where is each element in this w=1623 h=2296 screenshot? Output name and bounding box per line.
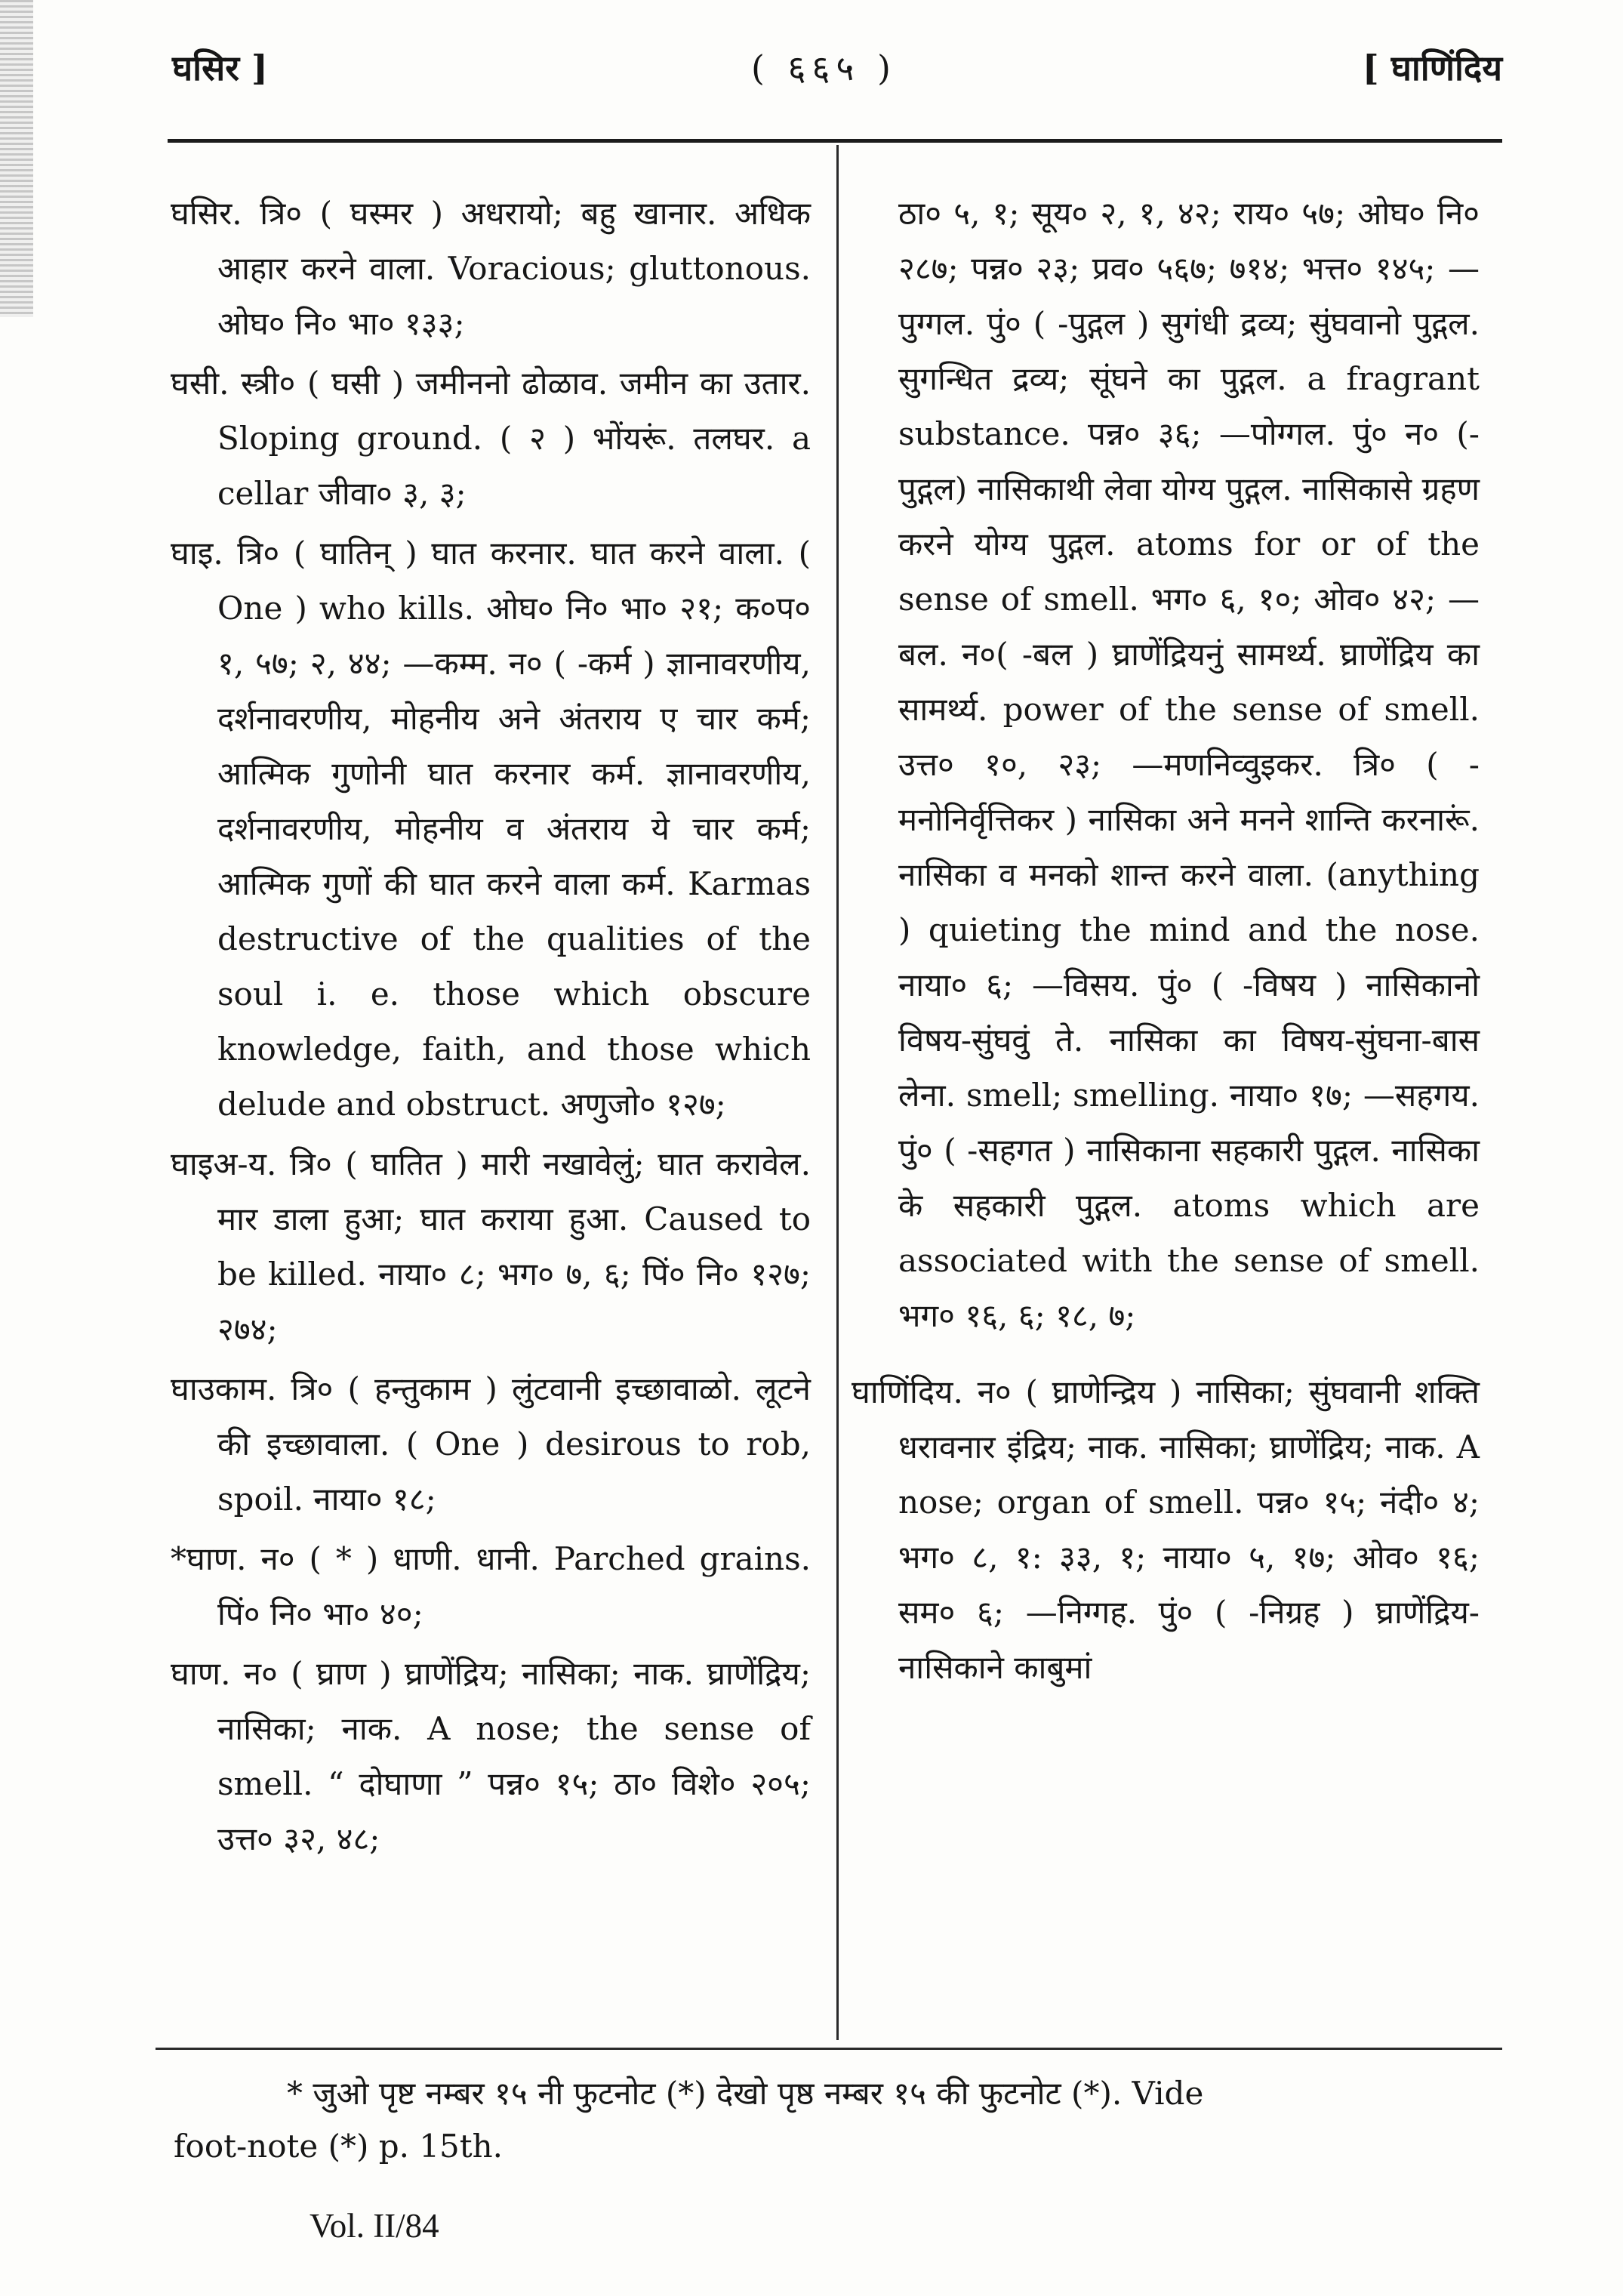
footnote-line-2: foot-note (*) p. 15th. [174, 2128, 504, 2165]
right-column [852, 186, 1480, 1695]
header-rule [168, 139, 1502, 143]
entry-ghanindiya: घाणिंदिय. न० ( घ्राणेन्द्रिय ) नासिका; सुंघवानी शक्ति धरावनार इंद्रिय; नाक. नासिका; घ्राणेंद्रिय; नाक. A nose; organ of smell. पन्न० १५; नंदी० ४; भग० ८, १: ३३, १; नाया० ५, १७; ओव० १६; सम० ६; —निग्गह. पुं० ( -निग्रह ) घ्राणेंद्रिय-नासिकाने काबुमां [852, 1373, 1480, 1686]
header-right-guide-word: [ घाणिंदिय [1362, 48, 1502, 88]
page-number: ( ६६५ ) [751, 48, 897, 88]
footnote [174, 2067, 1487, 2173]
entry-ghasi: घसी. स्त्री० ( घसी ) जमीननो ढोळाव. जमीन का उतार. Sloping ground. ( २ ) भोंयरूं. तलघर. a cellar जीवा० ३, ३; [171, 365, 811, 512]
entry-ghasira: घसिर. त्रि० ( घस्मर ) अधरायो; बहु खानार. अधिक आहार करने वाला. Voracious; gluttonous. ओघ० नि० भा० १३३; [171, 195, 811, 342]
column-divider [836, 145, 839, 2040]
volume-mark: Vol. II/84 [310, 2207, 439, 2245]
footnote-rule [156, 2048, 1502, 2050]
entry-ghana-parched: *घाण. न० ( * ) धाणी. धानी. Parched grains. पिं० नि० भा० ४०; [171, 1540, 811, 1632]
header-left-guide-word: घसिर ] [172, 48, 268, 88]
footnote-line-1: * जुओ पृष्ट नम्बर १५ नी फुटनोट (*) देखो पृष्ठ नम्बर १५ की फुटनोट (*). Vide [287, 2075, 1204, 2112]
entry-ghana-nose: घाण. न० ( घ्राण ) घ्राणेंद्रिय; नासिका; नाक. घ्राणेंद्रिय; नासिका; नाक. A nose; the sense of smell. “ दोघाणा ” पन्न० १५; ठा० विशे० २०५; उत्त० ३२, ४८; [171, 1655, 811, 1857]
entry-ghaukama: घाउकाम. त्रि० ( हन्तुकाम ) लुंटवानी इच्छावाळो. लूटने की इच्छावाला. ( One ) desirous to rob, spoil. नाया० १८; [171, 1370, 811, 1518]
entry-ghana-continuation: ठा० ५, १; सूय० २, १, ४२; राय० ५७; ओघ० नि० २८७; पन्न० २३; प्रव० ५६७; ७१४; भत्त० १४५; —पुग्गल. पुं० ( -पुद्गल ) सुगंधी द्रव्य; सुंघवानो पुद्गल. सुगन्धित द्रव्य; सूंघने का पुद्गल. a fragrant substance. पन्न० ३६; —पोग्गल. पुं० न० (-पुद्गल) नासिकाथी लेवा योग्य पुद्गल. नासिकासे ग्रहण करने योग्य पुद्गल. atoms for or of the sense of smell. भग० ६, १०; ओव० ४२; —बल. न०( -बल ) घ्राणेंद्रियनुं सामर्थ्य. घ्राणेंद्रिय का सामर्थ्य. power of the sense of smell. उत्त० १०, २३; —मणनिव्वुइकर. त्रि० ( -मनोनिर्वृत्तिकर ) नासिका अने मनने शान्ति करनारूं. नासिका व मनको शान्त करने वाला. (anything ) quieting the mind and the nose. नाया० ६; —विसय. पुं० ( -विषय ) नासिकानो विषय-सुंघवुं ते. नासिका का विषय-सुंघना-बास लेना. smell; smelling. नाया० १७; —सहगय. पुं० ( -सहगत ) नासिकाना सहकारी पुद्गल. नासिका के सहकारी पुद्गल. atoms which are associated with the sense of smell. भग० १६, ६; १८, ७; [898, 195, 1480, 1334]
entry-ghai: घाइ. त्रि० ( घातिन् ) घात करनार. घात करने वाला. ( One ) who kills. ओघ० नि० भा० २१; क०प० १, ५७; २, ४४; —कम्म. न० ( -कर्म ) ज्ञानावरणीय, दर्शनावरणीय, मोहनीय अने अंतराय ए चार कर्म; आत्मिक गुणोनी घात करनार कर्म. ज्ञानावरणीय, दर्शनावरणीय, मोहनीय व अंतराय ये चार कर्म; आत्मिक गुणों की घात करने वाला कर्म. Karmas destructive of the qualities of the soul i. e. those which obscure knowledge, faith, and those which delude and obstruct. अणुजो० १२७; [171, 535, 811, 1123]
scan-edge-noise [0, 0, 33, 317]
entry-ghaia: घाइअ-य. त्रि० ( घातित ) मारी नखावेलुं; घात करावेल. मार डाला हुआ; घात कराया हुआ. Caused to be killed. नाया० ८; भग० ७, ६; पिं० नि० १२७; २७४; [171, 1145, 811, 1348]
left-column [171, 186, 811, 1871]
